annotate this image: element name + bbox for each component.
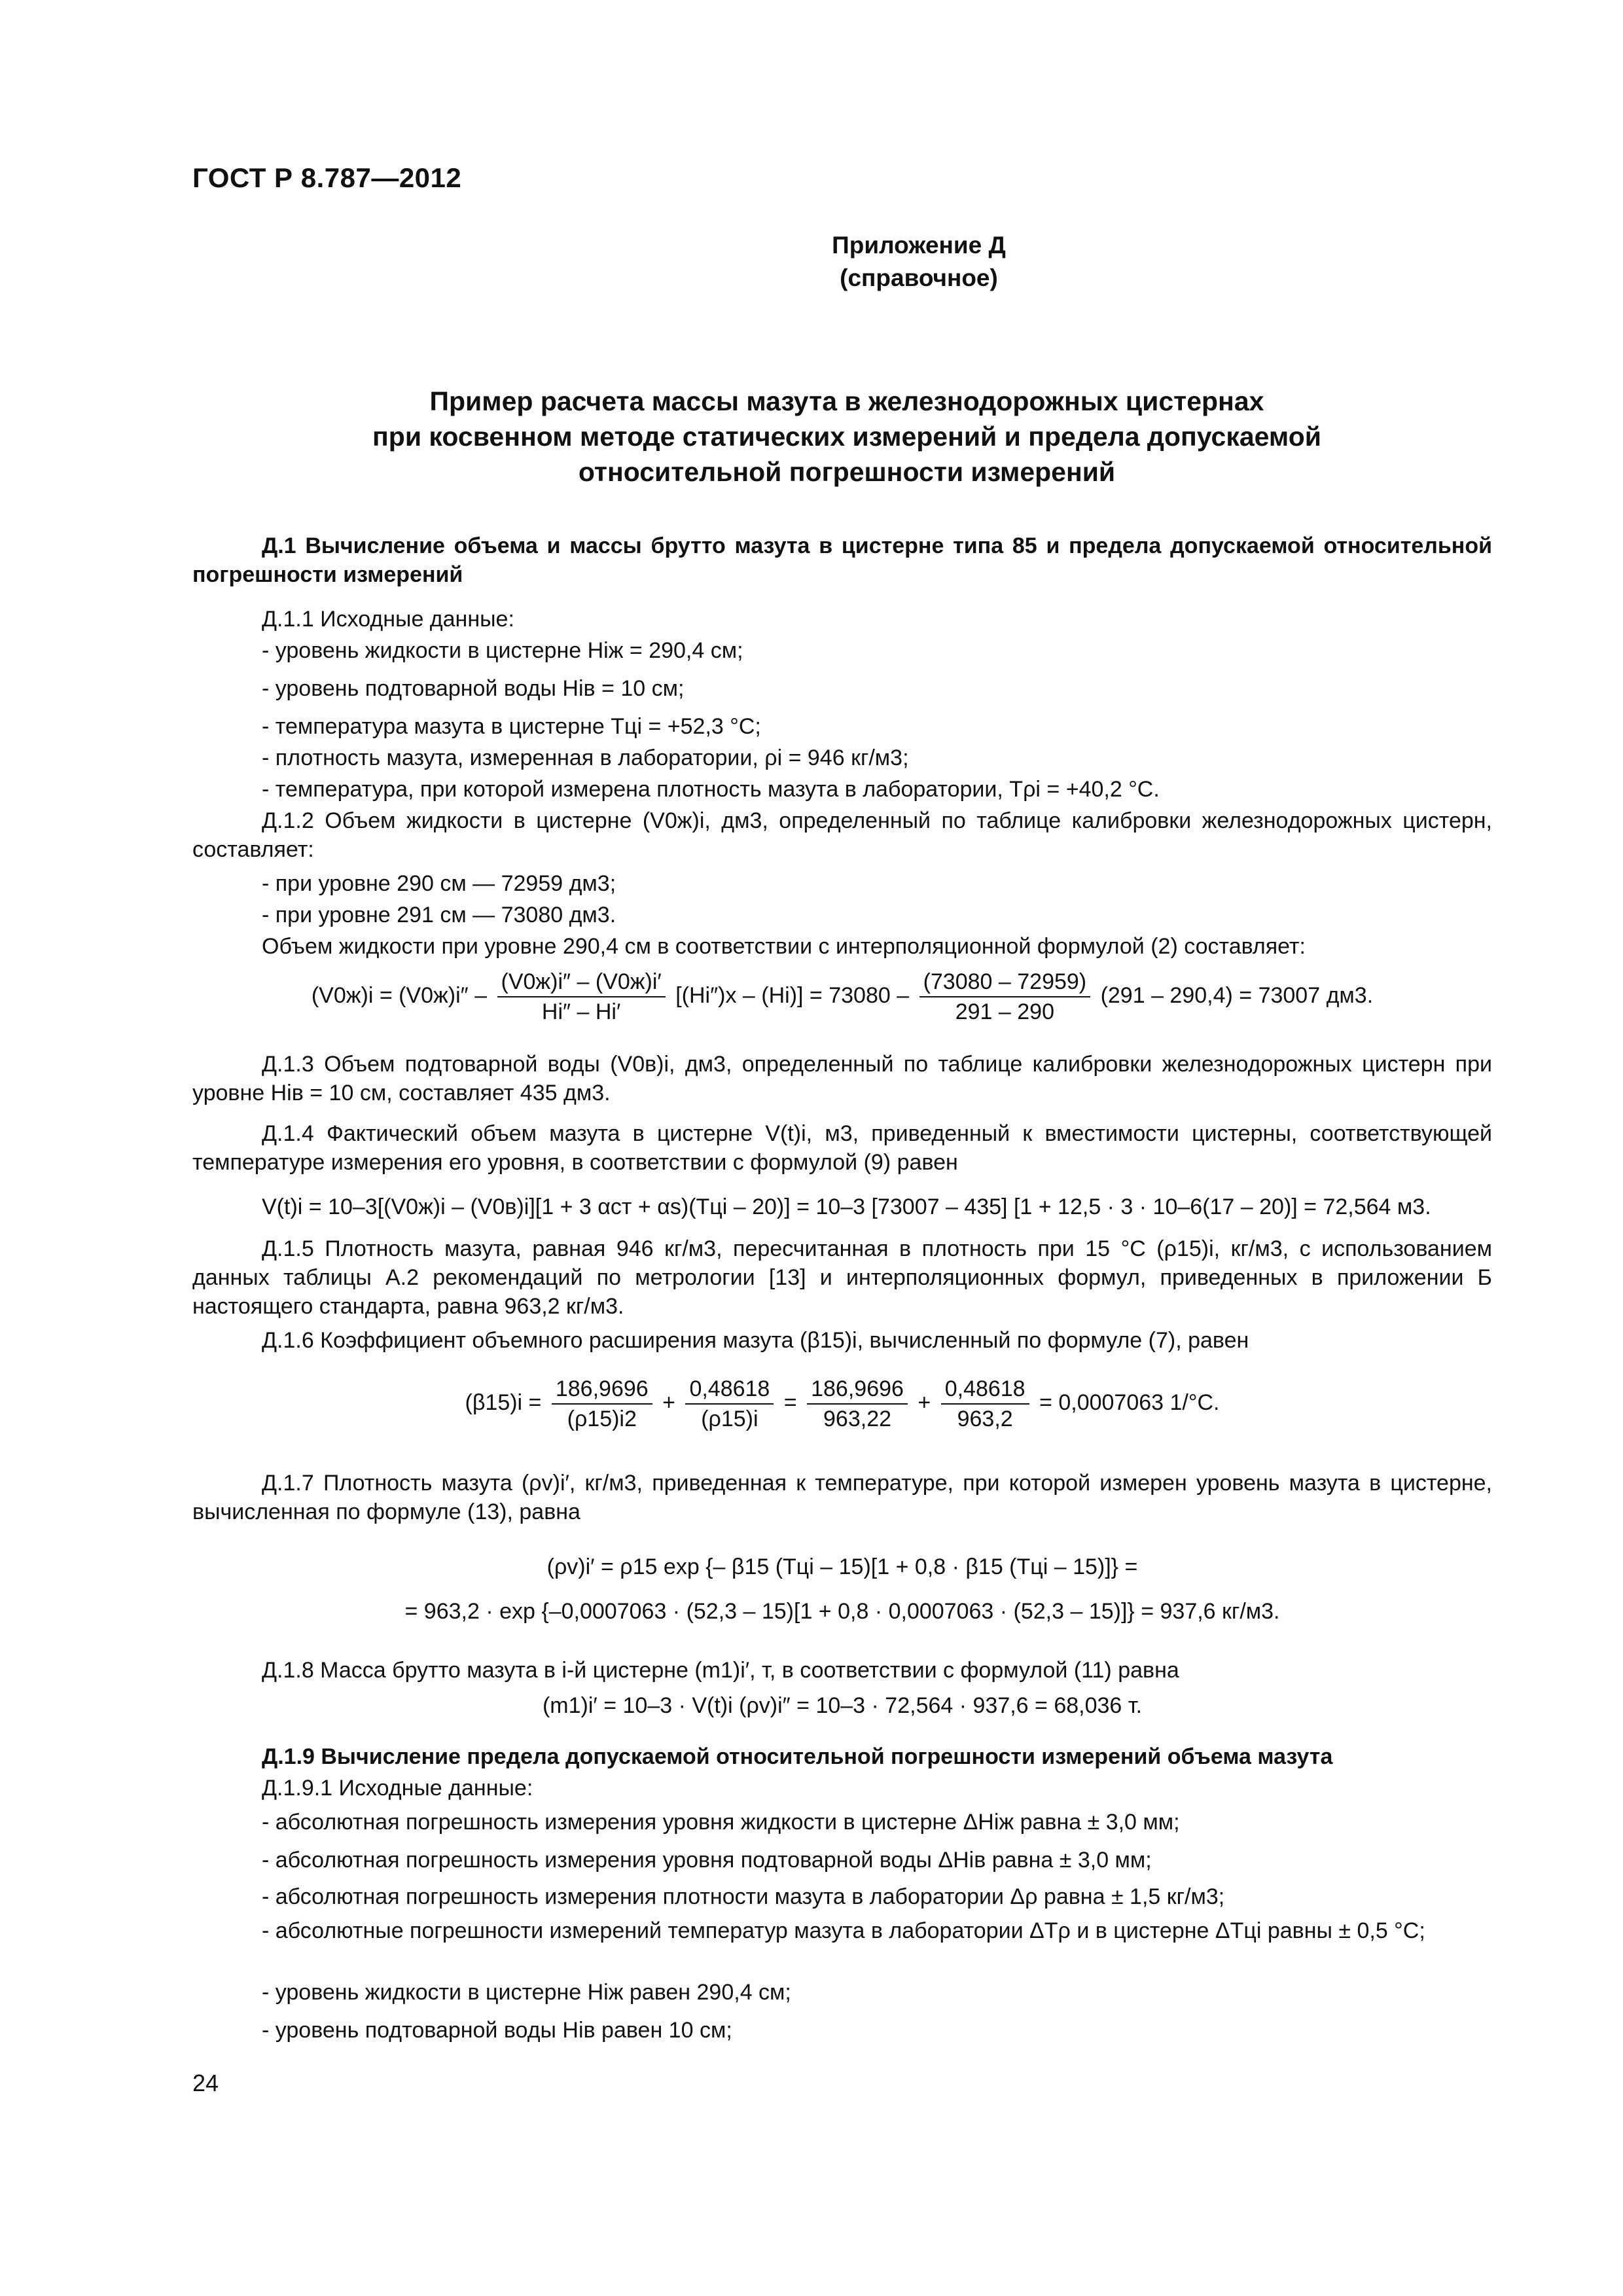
d11-intro: Д.1.1 Исходные данные:	[262, 607, 514, 632]
beta-left: (β15)i =	[465, 1390, 542, 1415]
interpolation-formula	[192, 967, 1492, 1026]
fraction-numerator: 0,48618	[941, 1374, 1029, 1405]
formula-right: (291 – 290,4) = 73007 дм3.	[1100, 982, 1374, 1008]
plus-sign: +	[918, 1390, 931, 1415]
formula-left: (V0ж)i = (V0ж)i″ –	[311, 982, 488, 1008]
d11-item-5: - температура, при которой измерена плотность мазута в лаборатории, Tρi = +40,2 °С.	[262, 777, 1160, 802]
d14-formula: V(t)i = 10–3[(V0ж)i – (V0в)i][1 + 3 αст + αs)(Tцi – 20)] = 10–3 [73007 – 435] [1 + 12,5 · 3 · 10–6(17 – 20)] = 72,564 м3.	[262, 1194, 1431, 1219]
fraction-numerator: (73080 – 72959)	[919, 967, 1091, 997]
section-d1-heading: Д.1 Вычисление объема и массы брутто мазута в цистерне типа 85 и предела допускаемой относительной погрешности измерений	[192, 533, 1492, 587]
d19-item-6: - уровень подтоварной воды Hiв равен 10 см;	[262, 2018, 732, 2043]
d19-item-3: - абсолютная погрешность измерения плотности мазута в лаборатории Δρ равна ± 1,5 кг/м3;	[262, 1884, 1225, 1909]
fraction-numerator: (V0ж)i″ – (V0ж)i′	[497, 967, 666, 997]
d19-item-1: - абсолютная погрешность измерения уровня жидкости в цистерне ΔHiж равна ± 3,0 мм;	[262, 1810, 1180, 1835]
title-line-1: Пример расчета массы мазута в железнодорожных цистернах	[429, 386, 1264, 416]
d18-formula: (m1)i′ = 10–3 · V(t)i (ρv)i″ = 10–3 · 72,564 · 937,6 = 68,036 т.	[542, 1693, 1143, 1718]
d17-formula-line-1: (ρv)i′ = ρ15 exp {– β15 (Tцi – 15)[1 + 0,8 · β15 (Tцi – 15)]} =	[546, 1554, 1138, 1579]
equals-sign: =	[783, 1390, 797, 1415]
page-number: 24	[192, 2070, 219, 2096]
appendix-label: Приложение Д	[832, 232, 1006, 259]
d11-item-2: - уровень подтоварной воды Hiв = 10 см;	[262, 676, 685, 701]
beta-formula	[192, 1374, 1492, 1433]
fraction-numerator: 0,48618	[685, 1374, 774, 1405]
d17-text: Д.1.7 Плотность мазута (ρv)i′, кг/м3, приведенная к температуре, при которой измерен уровень мазута в цистерне, вычисленная по формуле (13), равна	[192, 1471, 1492, 1524]
d11-item-1: - уровень жидкости в цистерне Hiж = 290,4 см;	[262, 638, 743, 663]
d14-text: Д.1.4 Фактический объем мазута в цистерне V(t)i, м3, приведенный к вместимости цистерны, соответствующей температуре измерения его уровня, в соответствии с формулой (9) равен	[192, 1121, 1492, 1175]
fraction-denominator: 963,2	[957, 1407, 1013, 1431]
fraction-denominator: 963,22	[823, 1407, 892, 1431]
title-line-2: при косвенном методе статических измерений и предела допускаемой	[372, 422, 1321, 452]
d18-text: Д.1.8 Масса брутто мазута в i-й цистерне (m1)i′, т, в соответствии с формулой (11) равна	[262, 1658, 1179, 1683]
fraction-numerator: 186,9696	[552, 1374, 652, 1405]
d15-text: Д.1.5 Плотность мазута, равная 946 кг/м3, пересчитанная в плотность при 15 °С (ρ15)i, кг/м3, с использованием данных таблицы А.2 рекомендаций по метрологии [13] и интерполяционных формул, приведенных в приложении Б настоящего стандарта, равна 963,2 кг/м3.	[192, 1236, 1492, 1319]
fraction-denominator: (ρ15)i	[701, 1407, 758, 1431]
d12-text: Д.1.2 Объем жидкости в цистерне (V0ж)i, дм3, определенный по таблице калибровки железнодорожных цистерн, составляет:	[192, 808, 1492, 862]
beta-right: = 0,0007063 1/°С.	[1039, 1390, 1220, 1415]
d12-interp: Объем жидкости при уровне 290,4 см в соответствии с интерполяционной формулой (2) составляет:	[262, 934, 1306, 959]
fraction-denominator: Hi″ – Hi′	[541, 999, 621, 1024]
d11-item-4: - плотность мазута, измеренная в лаборатории, ρi = 946 кг/м3;	[262, 745, 909, 770]
d19-item-4: - абсолютные погрешности измерений температур мазута в лаборатории ΔTρ и в цистерне ΔTцi равны ± 0,5 °С;	[262, 1918, 1425, 1943]
d11-item-3: - температура мазута в цистерне Tцi = +52,3 °С;	[262, 714, 761, 739]
beta-fraction-4	[941, 1374, 1029, 1433]
d19-heading: Д.1.9 Вычисление предела допускаемой относительной погрешности измерений объема мазута	[262, 1744, 1333, 1769]
fraction-denominator: 291 – 290	[955, 999, 1054, 1024]
d19-intro: Д.1.9.1 Исходные данные:	[262, 1776, 533, 1801]
beta-fraction-1	[552, 1374, 652, 1433]
d12-item-1: - при уровне 290 см — 72959 дм3;	[262, 871, 616, 896]
fraction-numerator: 186,9696	[807, 1374, 908, 1405]
fraction-denominator: (ρ15)i2	[567, 1407, 637, 1431]
title-line-3: относительной погрешности измерений	[578, 457, 1116, 487]
d17-formula-line-2: = 963,2 · exp {–0,0007063 · (52,3 – 15)[1 + 0,8 · 0,0007063 · (52,3 – 15)]} = 937,6 кг/м3.	[404, 1599, 1280, 1624]
standard-header: ГОСТ Р 8.787—2012	[192, 162, 462, 193]
appendix-type: (справочное)	[840, 264, 998, 291]
d13-text: Д.1.3 Объем подтоварной воды (V0в)i, дм3, определенный по таблице калибровки железнодорожных цистерн при уровне Hiв = 10 см, составляет 435 дм3.	[192, 1052, 1492, 1105]
d19-item-5: - уровень жидкости в цистерне Hiж равен 290,4 см;	[262, 1980, 791, 2005]
d16-text: Д.1.6 Коэффициент объемного расширения мазута (β15)i, вычисленный по формуле (7), равен	[262, 1328, 1249, 1353]
beta-fraction-2	[685, 1374, 774, 1433]
beta-fraction-3	[807, 1374, 908, 1433]
formula-middle: [(Hi″)x – (Hi)] = 73080 –	[675, 982, 910, 1008]
d12-item-2: - при уровне 291 см — 73080 дм3.	[262, 903, 616, 927]
formula-fraction-2	[919, 967, 1091, 1026]
plus-sign: +	[662, 1390, 675, 1415]
formula-fraction-1	[497, 967, 666, 1026]
d19-item-2: - абсолютная погрешность измерения уровня подтоварной воды ΔHiв равна ± 3,0 мм;	[262, 1848, 1152, 1873]
